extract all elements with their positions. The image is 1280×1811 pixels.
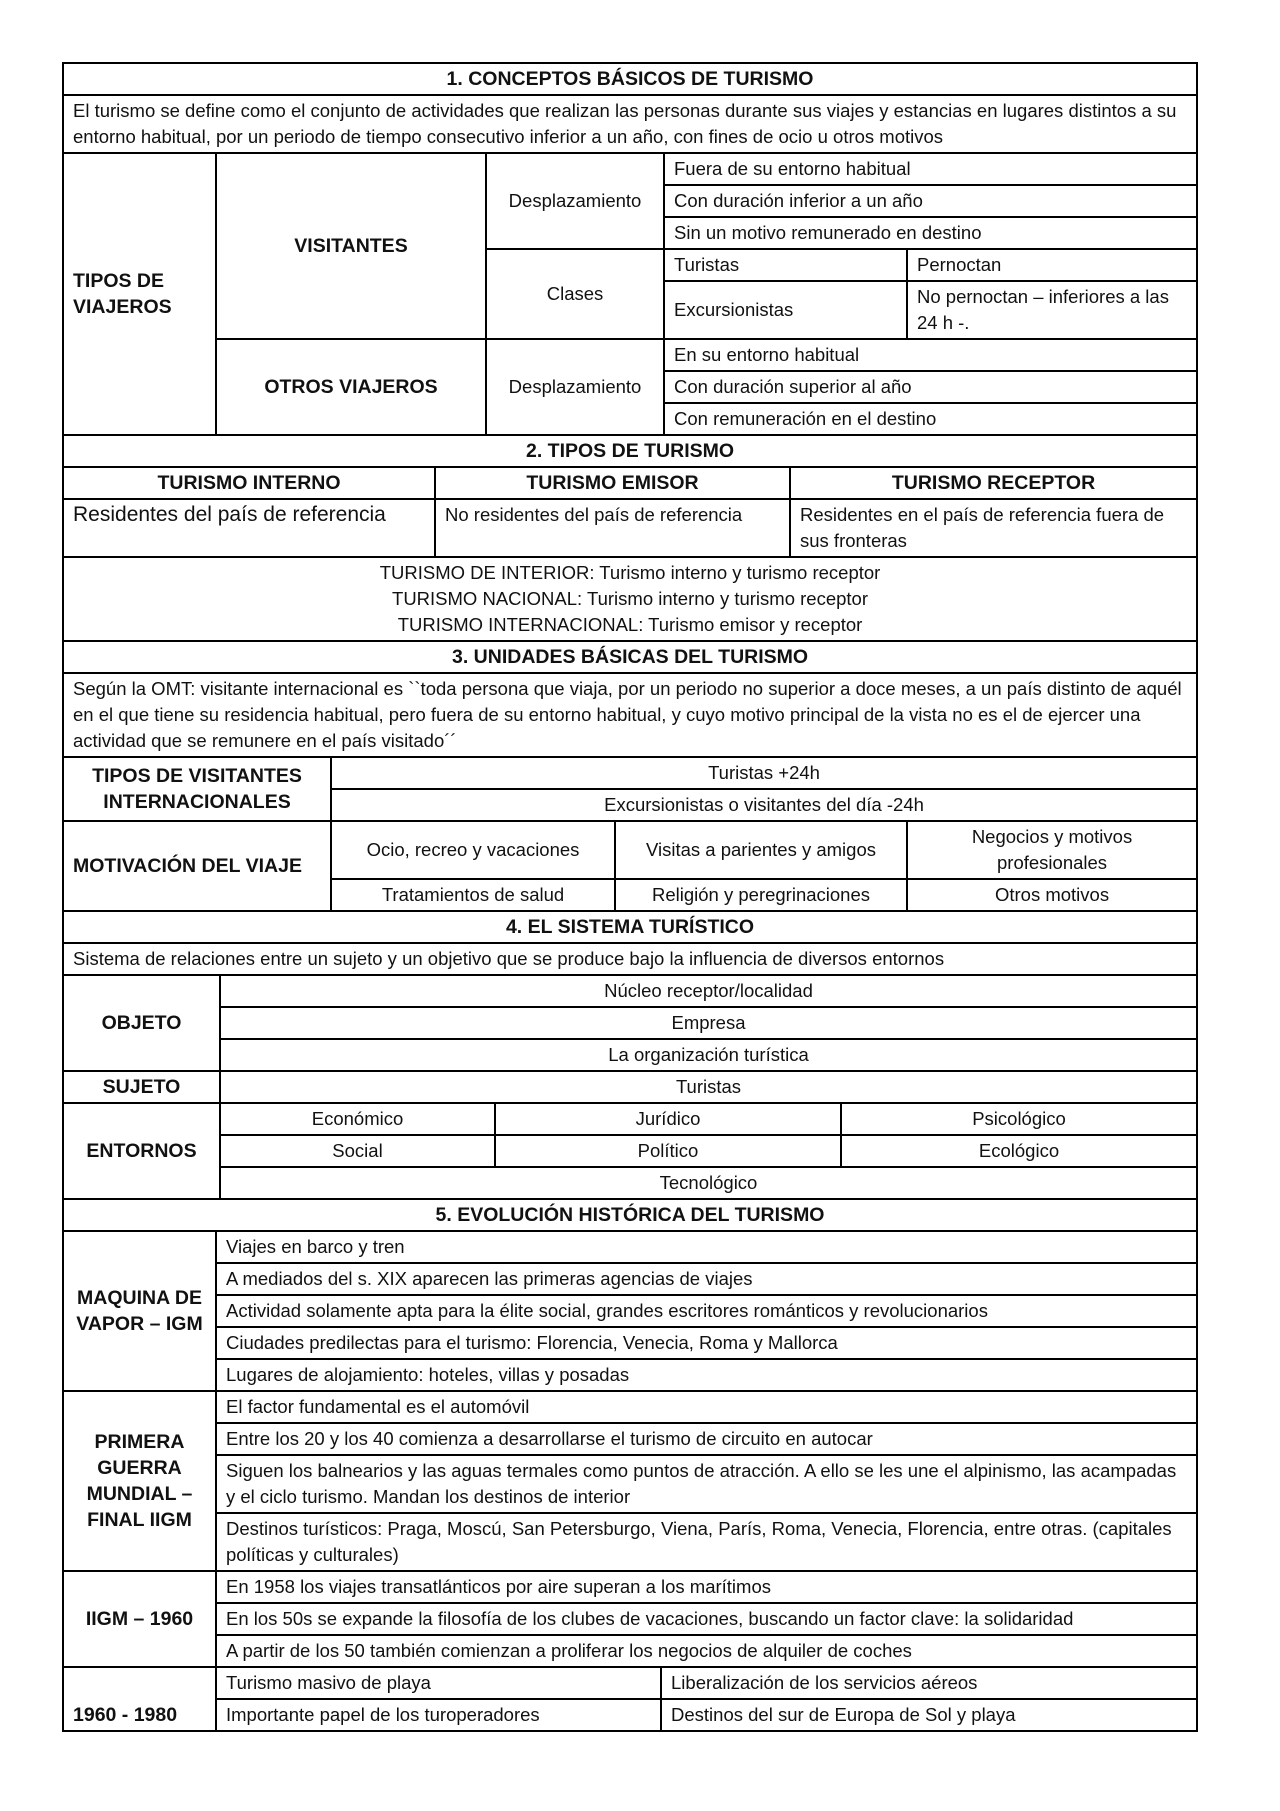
section-3-definition: Según la OMT: visitante internacional es ``toda persona que viaja, por un periodo no superior a doce meses, a un país distinto de aquél en el que tiene su residencia habitual, pero fuera de su entorno habitual, y cuyo motivo principal de la vista no es el de ejercer una actividad que se remunere en el país visitado´´: [63, 673, 1197, 757]
period-item: Actividad solamente apta para la élite social, grandes escritores románticos y revolucionarios: [216, 1295, 1197, 1327]
motivo: Negocios y motivos profesionales: [907, 821, 1197, 879]
tipo-visitante: Excursionistas o visitantes del día -24h: [331, 789, 1197, 821]
motivo: Visitas a parientes y amigos: [615, 821, 907, 879]
objeto-item: Empresa: [220, 1007, 1197, 1039]
period-1960-label: 1960 - 1980: [63, 1667, 216, 1731]
section-4-definition: Sistema de relaciones entre un sujeto y un objetivo que se produce bajo la influencia de diversos entornos: [63, 943, 1197, 975]
period-item: En 1958 los viajes transatlánticos por aire superan a los marítimos: [216, 1571, 1197, 1603]
section-5-table: [62, 1198, 1198, 1732]
objeto-label: OBJETO: [63, 975, 220, 1071]
otros-desplazamiento-item: Con remuneración en el destino: [664, 403, 1197, 435]
turismo-receptor-header: TURISMO RECEPTOR: [790, 467, 1197, 499]
motivo: Otros motivos: [907, 879, 1197, 911]
entorno: Político: [495, 1135, 841, 1167]
section-3-title: 3. UNIDADES BÁSICAS DEL TURISMO: [63, 641, 1197, 673]
sujeto-label: SUJETO: [63, 1071, 220, 1103]
tipos-viajeros-label: TIPOS DE VIAJEROS: [63, 153, 216, 435]
entornos-label: ENTORNOS: [63, 1103, 220, 1199]
period-item: Ciudades predilectas para el turismo: Florencia, Venecia, Roma y Mallorca: [216, 1327, 1197, 1359]
period-item: Viajes en barco y tren: [216, 1231, 1197, 1263]
motivo: Ocio, recreo y vacaciones: [331, 821, 615, 879]
period-item: Importante papel de los turoperadores: [216, 1699, 661, 1731]
turismo-note: TURISMO DE INTERIOR: Turismo interno y turismo receptor: [379, 562, 881, 583]
entorno: Económico: [220, 1103, 495, 1135]
period-primera-guerra-label: PRIMERA GUERRA MUNDIAL – FINAL IIGM: [63, 1391, 216, 1571]
section-1-title: 1. CONCEPTOS BÁSICOS DE TURISMO: [63, 63, 1197, 95]
entorno: Jurídico: [495, 1103, 841, 1135]
section-4-table: [62, 910, 1198, 1200]
otros-desplazamiento-item: Con duración superior al año: [664, 371, 1197, 403]
otros-viajeros-label: OTROS VIAJEROS: [216, 339, 486, 435]
period-vapor-label: MAQUINA DE VAPOR – IGM: [63, 1231, 216, 1391]
period-item: Siguen los balnearios y las aguas termales como puntos de atracción. A ello se les une el alpinismo, las acampadas y el ciclo turismo. Mandan los destinos de interior: [216, 1455, 1197, 1513]
period-item: A mediados del s. XIX aparecen las primeras agencias de viajes: [216, 1263, 1197, 1295]
turismo-note: TURISMO NACIONAL: Turismo interno y turismo receptor: [392, 588, 868, 609]
visitantes-label: VISITANTES: [216, 153, 486, 339]
period-item: Entre los 20 y los 40 comienza a desarrollarse el turismo de circuito en autocar: [216, 1423, 1197, 1455]
visitantes-desplazamiento-item: Sin un motivo remunerado en destino: [664, 217, 1197, 249]
otros-desplazamiento-label: Desplazamiento: [486, 339, 664, 435]
section-3-table: [62, 640, 1198, 912]
tipo-visitante: Turistas +24h: [331, 757, 1197, 789]
clases-label: Clases: [486, 249, 664, 339]
visitantes-desplazamiento-item: Con duración inferior a un año: [664, 185, 1197, 217]
clase-desc: No pernoctan – inferiores a las 24 h -.: [907, 281, 1197, 339]
section-4-title: 4. EL SISTEMA TURÍSTICO: [63, 911, 1197, 943]
visitantes-desplazamiento-label: Desplazamiento: [486, 153, 664, 249]
period-iigm-label: IIGM – 1960: [63, 1571, 216, 1667]
period-item: Destinos turísticos: Praga, Moscú, San Petersburgo, Viena, París, Roma, Venecia, Florencia, entre otras. (capitales políticas y culturales): [216, 1513, 1197, 1571]
period-item: Lugares de alojamiento: hoteles, villas y posadas: [216, 1359, 1197, 1391]
motivo: Religión y peregrinaciones: [615, 879, 907, 911]
turismo-note: TURISMO INTERNACIONAL: Turismo emisor y receptor: [397, 614, 863, 635]
objeto-item: Núcleo receptor/localidad: [220, 975, 1197, 1007]
motivacion-label: MOTIVACIÓN DEL VIAJE: [63, 821, 331, 911]
entorno: Tecnológico: [220, 1167, 1197, 1199]
section-1-table: [62, 62, 1198, 436]
period-item: El factor fundamental es el automóvil: [216, 1391, 1197, 1423]
entorno: Ecológico: [841, 1135, 1197, 1167]
turismo-emisor-value: No residentes del país de referencia: [435, 499, 790, 557]
document: [62, 62, 1196, 1732]
period-item: Turismo masivo de playa: [216, 1667, 661, 1699]
section-1-definition: El turismo se define como el conjunto de actividades que realizan las personas durante sus viajes y estancias en lugares distintos a su entorno habitual, por un periodo de tiempo consecutivo inferior a un año, con fines de ocio u otros motivos: [63, 95, 1197, 153]
section-2-table: [62, 434, 1198, 642]
period-item: A partir de los 50 también comienzan a proliferar los negocios de alquiler de coches: [216, 1635, 1197, 1667]
turismo-notes: [63, 557, 1197, 641]
section-5-title: 5. EVOLUCIÓN HISTÓRICA DEL TURISMO: [63, 1199, 1197, 1231]
clase-name: Excursionistas: [664, 281, 907, 339]
section-2-title: 2. TIPOS DE TURISMO: [63, 435, 1197, 467]
motivo: Tratamientos de salud: [331, 879, 615, 911]
otros-desplazamiento-item: En su entorno habitual: [664, 339, 1197, 371]
turismo-interno-value: Residentes del país de referencia: [63, 499, 435, 557]
period-item: Liberalización de los servicios aéreos: [661, 1667, 1197, 1699]
period-item: Destinos del sur de Europa de Sol y playa: [661, 1699, 1197, 1731]
clase-desc: Pernoctan: [907, 249, 1197, 281]
entorno: Psicológico: [841, 1103, 1197, 1135]
sujeto-value: Turistas: [220, 1071, 1197, 1103]
tipos-visitantes-label: TIPOS DE VISITANTES INTERNACIONALES: [63, 757, 331, 821]
visitantes-desplazamiento-item: Fuera de su entorno habitual: [664, 153, 1197, 185]
turismo-interno-header: TURISMO INTERNO: [63, 467, 435, 499]
turismo-receptor-value: Residentes en el país de referencia fuera de sus fronteras: [790, 499, 1197, 557]
turismo-emisor-header: TURISMO EMISOR: [435, 467, 790, 499]
period-item: En los 50s se expande la filosofía de los clubes de vacaciones, buscando un factor clave: la solidaridad: [216, 1603, 1197, 1635]
objeto-item: La organización turística: [220, 1039, 1197, 1071]
entorno: Social: [220, 1135, 495, 1167]
clase-name: Turistas: [664, 249, 907, 281]
